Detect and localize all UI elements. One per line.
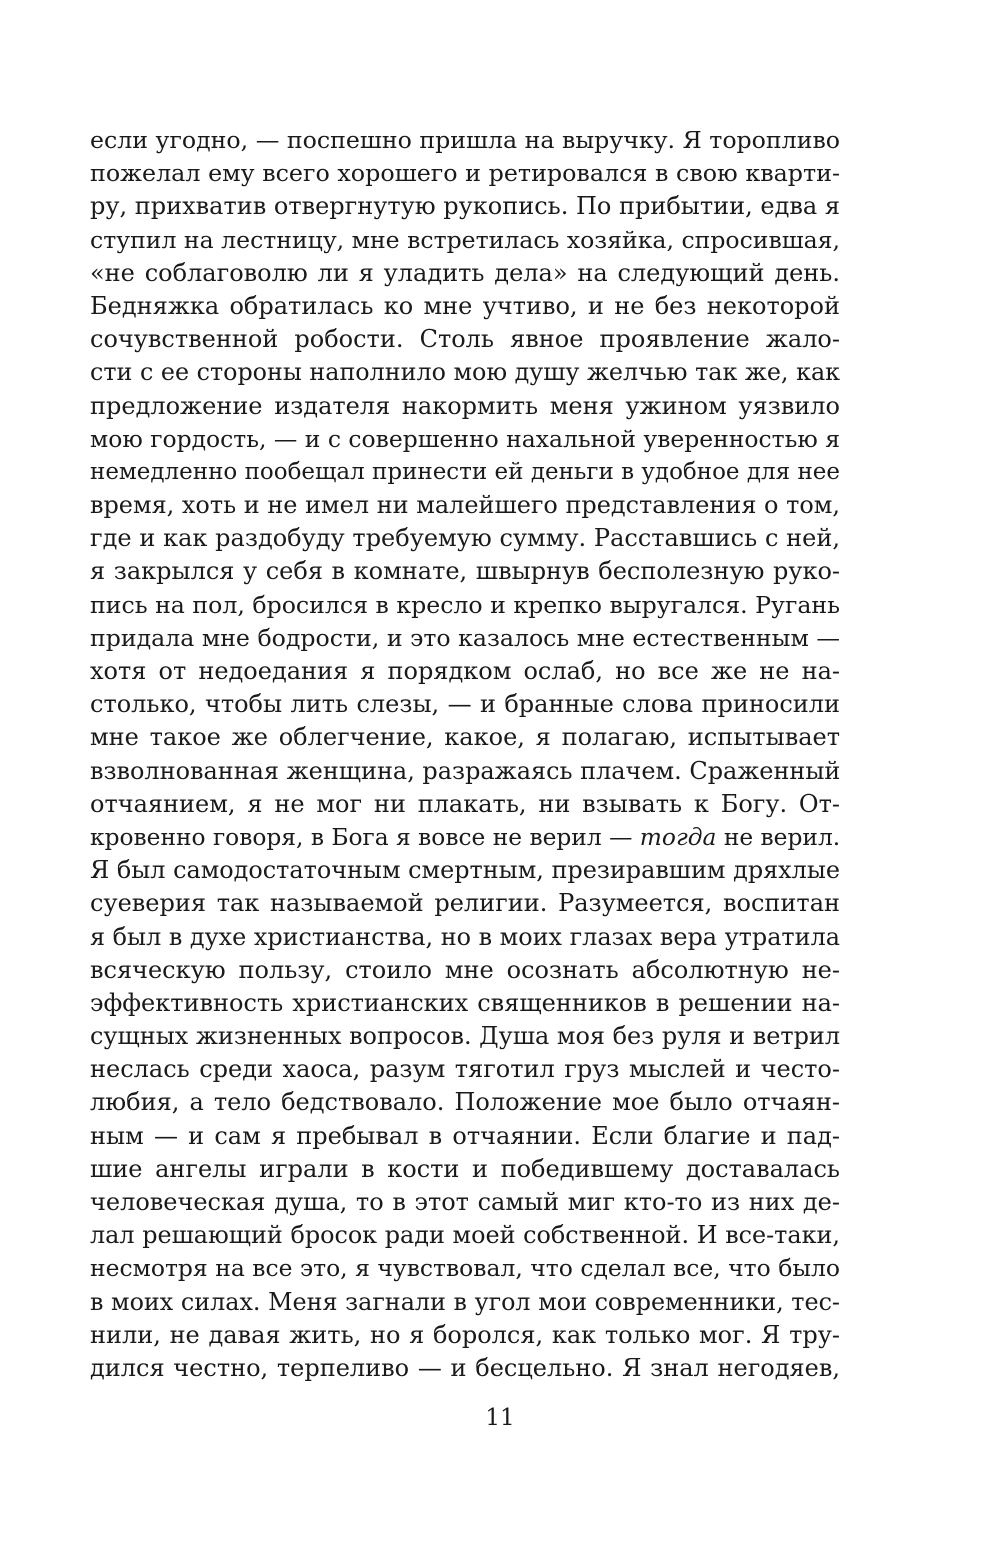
text-line: всяческую пользу, стоило мне осознать абсолютную не-: [90, 955, 840, 984]
text-line: нили, не давая жить, но я боролся, как только мог. Я тру-: [90, 1320, 840, 1349]
text-line: ным — и сам я пребывал в отчаянии. Если благие и пад-: [90, 1121, 840, 1150]
text-line: если угодно, — поспешно пришла на выручку. Я торопливо: [90, 126, 840, 154]
text-line: ступил на лестницу, мне встретилась хозяйка, спросившая,: [90, 225, 840, 254]
text-line: мне такое же облегчение, какое, я полагаю, испытывает: [90, 723, 840, 752]
text-line: сущных жизненных вопросов. Душа моя без руля и ветрил: [90, 1022, 841, 1051]
text-line-with-italic: [90, 821, 840, 854]
text-line: Бедняжка обратилась ко мне учтиво, и не без некоторой: [90, 291, 840, 320]
text-line: столько, чтобы лить слезы, — и бранные слова приносили: [90, 690, 840, 719]
text-line: в моих силах. Меня загнали в угол мои современники, тес-: [90, 1287, 840, 1316]
text-line: отчаянием, я не мог ни плакать, ни взывать к Богу. От-: [90, 789, 840, 818]
text-line: пожелал ему всего хорошего и ретировался в свою кварти-: [90, 159, 840, 188]
text-line: любия, а тело бедствовало. Положение мое было отчаян-: [90, 1088, 840, 1117]
text-line: время, хоть и не имел ни малейшего представления о том,: [90, 491, 840, 520]
text-line: придала мне бодрости, и это казалось мне естественным —: [90, 623, 840, 652]
page-number: 11: [485, 1405, 515, 1431]
body-text: [90, 124, 840, 1385]
text-line: мою гордость, — и с совершенно нахальной уверенностью я: [90, 424, 840, 453]
text-line: я был в духе христианства, но в моих глазах вера утратила: [90, 922, 840, 951]
text-line: где и как раздобуду требуемую сумму. Расставшись с ней,: [90, 524, 840, 553]
text-line: Я был самодостаточным смертным, презиравшим дряхлые: [90, 856, 840, 885]
italic-word: тогда: [639, 823, 717, 851]
text-line: суеверия так называемой религии. Разумеется, воспитан: [90, 889, 840, 918]
text-line: сти с ее стороны наполнило мою душу желчью так же, как: [90, 358, 840, 387]
text-line: эффективность христианских священников в решении на-: [90, 988, 840, 1017]
text-line: «не соблаговолю ли я уладить дела» на следующий день.: [90, 258, 840, 287]
text-line: предложение издателя накормить меня ужином уязвило: [90, 391, 840, 420]
text-line: я закрылся у себя в комнате, швырнув бесполезную руко-: [90, 557, 840, 586]
text-line-before: кровенно говоря, в Бога я вовсе не верил —: [90, 823, 640, 851]
text-line: несмотря на все это, я чувствовал, что сделал все, что было: [90, 1254, 840, 1283]
text-line: хотя от недоедания я порядком ослаб, но все же не на-: [90, 657, 840, 685]
text-line: человеческая душа, то в этот самый миг кто-то из них де-: [90, 1188, 840, 1216]
text-line: пись на пол, бросился в кресло и крепко выругался. Ругань: [90, 590, 840, 619]
text-line: сочувственной робости. Столь явное проявление жало-: [90, 325, 840, 354]
text-line: немедленно пообещал принести ей деньги в удобное для нее: [90, 458, 840, 485]
text-line: лал решающий бросок ради моей собственной. И все-таки,: [90, 1221, 840, 1250]
text-line: ру, прихватив отвергнутую рукопись. По прибытии, едва я: [90, 192, 840, 221]
text-line: неслась среди хаоса, разум тяготил груз мыслей и често-: [90, 1055, 840, 1084]
text-line: взволнованная женщина, разражаясь плачем. Сраженный: [90, 756, 841, 785]
text-line-after: не верил.: [716, 823, 841, 851]
text-line: дился честно, терпеливо — и бесцельно. Я знал негодяев,: [90, 1353, 840, 1382]
text-line: шие ангелы играли в кости и победившему доставалась: [90, 1154, 840, 1183]
